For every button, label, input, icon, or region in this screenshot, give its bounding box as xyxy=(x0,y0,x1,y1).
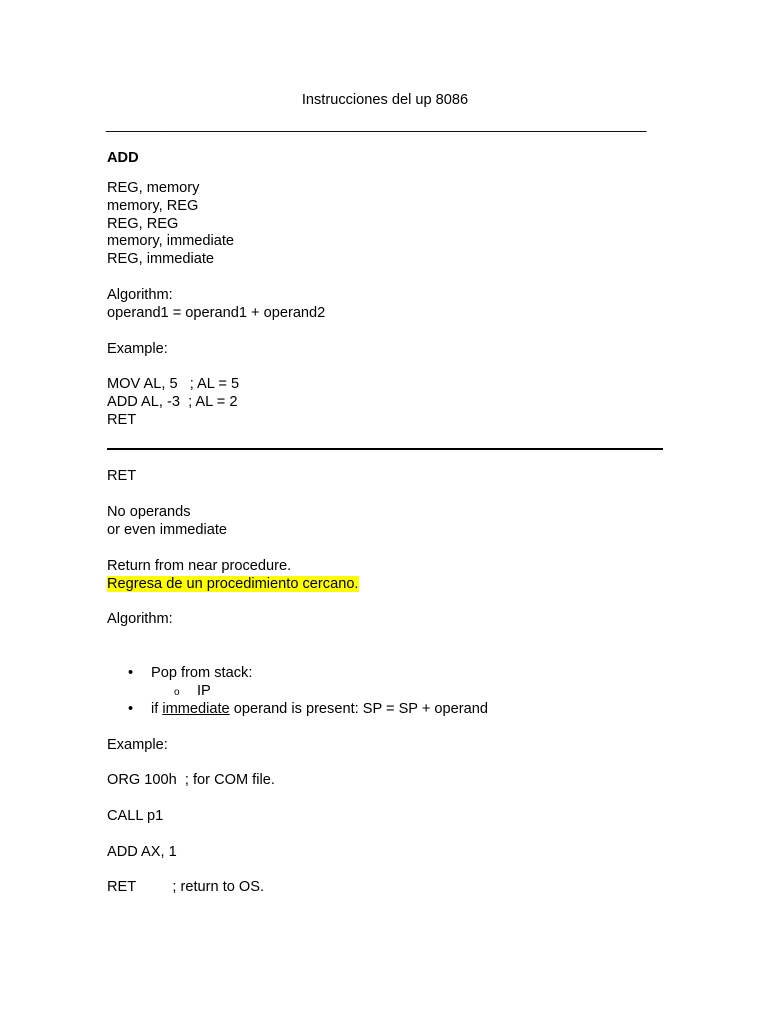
ret-example-label: Example: xyxy=(107,737,168,753)
ret-example-line-1 xyxy=(107,772,275,790)
section-divider xyxy=(107,448,663,450)
add-heading: ADD xyxy=(107,150,139,166)
ret-example-line: CALL p1 xyxy=(107,808,164,824)
add-operand: memory, immediate xyxy=(107,233,235,250)
add-operand: REG, immediate xyxy=(107,251,215,268)
add-section xyxy=(107,150,139,168)
add-example-line: RET xyxy=(107,411,137,428)
ret-algorithm-label: Algorithm: xyxy=(107,611,173,627)
bullet-text: Pop from stack: xyxy=(151,665,253,681)
sub-bullet-text: IP xyxy=(197,682,211,699)
add-operand: memory, REG xyxy=(107,197,199,214)
list-item xyxy=(107,665,253,683)
sub-bullet-icon: o xyxy=(174,686,180,698)
add-algorithm xyxy=(107,287,325,323)
title-separator: ______________________________________________________________________ xyxy=(106,117,647,133)
add-algorithm-label: Algorithm: xyxy=(107,287,173,303)
ret-example-line: ORG 100h ; for COM file. xyxy=(107,772,275,788)
add-example-line: ADD AL, -3 ; AL = 2 xyxy=(107,393,238,410)
document-title: Instrucciones del up 8086 xyxy=(301,92,469,108)
add-operands xyxy=(107,180,234,269)
bullet-text-prefix: if xyxy=(151,700,163,717)
list-item xyxy=(107,700,488,719)
add-example-line: MOV AL, 5 ; AL = 5 xyxy=(107,376,240,392)
bullet-icon: • xyxy=(128,700,134,717)
ret-section xyxy=(107,468,136,486)
add-operand: REG, memory xyxy=(107,180,200,196)
ret-description xyxy=(107,558,359,594)
ret-algorithm-list xyxy=(107,665,488,718)
list-item xyxy=(107,682,211,701)
ret-example-line-4 xyxy=(107,879,264,897)
ret-algorithm-label-block xyxy=(107,611,173,629)
ret-example-line: RET ; return to OS. xyxy=(107,879,265,895)
ret-operands xyxy=(107,504,227,540)
ret-heading: RET xyxy=(107,468,137,484)
ret-example-line-3 xyxy=(107,844,177,862)
add-algorithm-formula: operand1 = operand1 + operand2 xyxy=(107,304,326,321)
bullet-text-suffix: operand is present: SP = SP + operand xyxy=(229,700,488,717)
add-example-code xyxy=(107,376,239,429)
add-operand: REG, REG xyxy=(107,215,179,232)
ret-operand: or even immediate xyxy=(107,521,228,538)
ret-description-en: Return from near procedure. xyxy=(107,558,292,574)
ret-example-line: ADD AX, 1 xyxy=(107,844,177,860)
ret-example-label-block xyxy=(107,737,168,755)
ret-operand: No operands xyxy=(107,504,191,520)
document-page xyxy=(107,0,663,1024)
ret-description-es-highlight: Regresa de un procedimiento cercano. xyxy=(107,575,359,592)
bullet-icon: • xyxy=(128,665,134,681)
immediate-link[interactable]: immediate xyxy=(162,700,230,717)
add-example-label: Example: xyxy=(107,341,168,357)
ret-example-line-2 xyxy=(107,808,163,826)
add-example-label-block xyxy=(107,341,168,359)
bullet-text xyxy=(151,701,488,719)
